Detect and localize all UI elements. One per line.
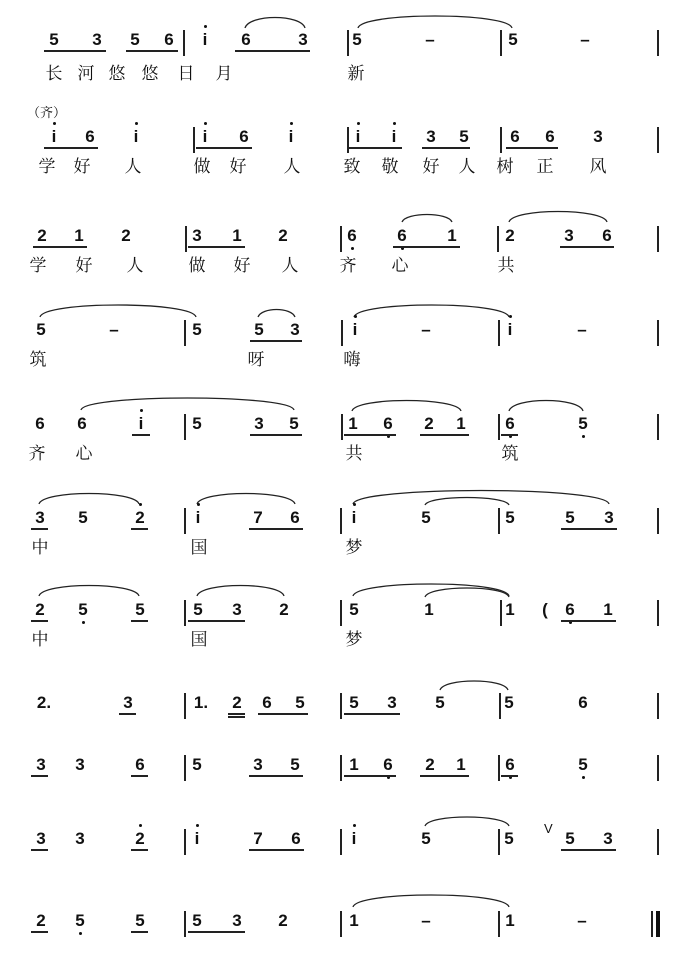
lyric-syllable: 心 [75, 444, 93, 464]
note: 5 [459, 127, 469, 146]
high-octave-dot [290, 122, 293, 125]
underline-beam [228, 716, 245, 718]
lyric-syllable: 正 [536, 157, 554, 177]
barline [184, 320, 186, 346]
barline [340, 693, 342, 719]
note: 1 [349, 911, 359, 930]
note: 6 [35, 414, 45, 433]
lyric-syllable: 好 [73, 157, 91, 177]
note: 1 [348, 414, 358, 433]
high-octave-dot [139, 503, 142, 506]
barline [183, 30, 185, 56]
note: 6 [510, 127, 520, 146]
lyric-syllable: 梦 [345, 538, 363, 558]
slur-arc [509, 401, 583, 412]
underline-beam [422, 147, 470, 149]
underline-beam [131, 775, 148, 777]
underline-beam [235, 50, 310, 52]
note: 3 [253, 755, 263, 774]
underline-beam [506, 147, 558, 149]
slur-arc [245, 18, 305, 29]
note: 5 [352, 30, 362, 49]
note: i [288, 127, 294, 146]
note: 5 [290, 755, 300, 774]
note: 3 [36, 829, 46, 848]
barline [340, 508, 342, 534]
lyric-syllable: 国 [190, 538, 208, 558]
underline-beam [196, 147, 252, 149]
note: 5 [421, 829, 431, 848]
note: i [351, 829, 357, 848]
lyric-syllable: 人 [283, 157, 301, 177]
note: 6 [578, 693, 588, 712]
note: 2 [135, 829, 145, 848]
note: i [133, 127, 139, 146]
note: 5 [192, 911, 202, 930]
note: i [195, 508, 201, 527]
lyric-syllable: 人 [124, 157, 142, 177]
slur-arc [258, 310, 295, 318]
note: 3 [192, 226, 202, 245]
underline-beam [250, 434, 302, 436]
note: ( [542, 600, 548, 619]
note: 5 [435, 693, 445, 712]
note: 2. [36, 693, 52, 712]
high-octave-dot [204, 25, 207, 28]
barline [340, 829, 342, 855]
note: 6 [397, 226, 407, 245]
note: 6 [347, 226, 357, 245]
note: 3 [123, 693, 133, 712]
note: – [109, 320, 119, 339]
slur-arc [353, 491, 609, 505]
note: 3 [75, 829, 85, 848]
underline-beam [131, 849, 148, 851]
slur-arc [353, 895, 509, 907]
barline [184, 911, 186, 937]
slur-arc [197, 494, 295, 505]
underline-beam [119, 713, 136, 715]
note: 3 [298, 30, 308, 49]
note: i [507, 320, 513, 339]
note: 6 [241, 30, 251, 49]
note: 3 [290, 320, 300, 339]
lyric-syllable: 国 [190, 630, 208, 650]
note: – [421, 911, 431, 930]
note: 2 [505, 226, 515, 245]
barline [184, 600, 186, 626]
underline-beam [501, 775, 518, 777]
lyric-syllable: 河 [77, 64, 95, 84]
underline-beam [344, 713, 400, 715]
note: 1 [505, 911, 515, 930]
barline [184, 693, 186, 719]
barline [657, 508, 659, 534]
note: 5 [504, 829, 514, 848]
underline-beam [126, 50, 178, 52]
lyric-syllable: 好 [233, 256, 251, 276]
note: 3 [232, 600, 242, 619]
note: 7 [253, 508, 263, 527]
high-octave-dot [393, 122, 396, 125]
note: 2 [36, 911, 46, 930]
underline-beam [349, 147, 402, 149]
low-octave-dot [351, 247, 354, 250]
underline-beam [31, 620, 48, 622]
note: 5 [192, 320, 202, 339]
barline [500, 30, 502, 56]
barline [651, 911, 653, 937]
note: 5 [349, 693, 359, 712]
barline [184, 414, 186, 440]
high-octave-dot [53, 122, 56, 125]
underline-beam [228, 713, 245, 715]
note: 1 [232, 226, 242, 245]
lyric-syllable: 悠 [141, 64, 159, 84]
note: 5 [192, 414, 202, 433]
lyric-syllable: 树 [496, 157, 514, 177]
note: 3 [36, 755, 46, 774]
note: 5 [421, 508, 431, 527]
lyric-syllable: 好 [75, 256, 93, 276]
note: – [577, 320, 587, 339]
note: 6 [291, 829, 301, 848]
lyric-syllable: 人 [126, 256, 144, 276]
note: 5 [193, 600, 203, 619]
barline [341, 320, 343, 346]
note: 5 [565, 829, 575, 848]
note: 2 [278, 911, 288, 930]
slur-arc [40, 305, 196, 317]
note: 6 [239, 127, 249, 146]
lyric-syllable: 长 [45, 64, 63, 84]
underline-beam [131, 620, 148, 622]
note: 5 [504, 693, 514, 712]
note: 1 [424, 600, 434, 619]
note: 3 [604, 508, 614, 527]
note: 5 [75, 911, 85, 930]
lyric-syllable: 齐 [339, 256, 357, 276]
note: i [351, 508, 357, 527]
barline [340, 600, 342, 626]
note: 3 [232, 911, 242, 930]
lyric-syllable: 中 [31, 538, 49, 558]
high-octave-dot [196, 824, 199, 827]
underline-beam [188, 620, 245, 622]
note: 6 [290, 508, 300, 527]
note: 3 [387, 693, 397, 712]
barline [657, 600, 659, 626]
low-octave-dot [82, 621, 85, 624]
barline [497, 226, 499, 252]
note: 6 [545, 127, 555, 146]
underline-beam [188, 246, 245, 248]
barline [657, 127, 659, 153]
note: 3 [593, 127, 603, 146]
note: 5 [78, 600, 88, 619]
underline-beam [131, 528, 148, 530]
lyric-syllable: 日 [177, 64, 195, 84]
underline-beam [44, 50, 106, 52]
high-octave-dot [509, 315, 512, 318]
note: 3 [35, 508, 45, 527]
underline-beam [560, 246, 614, 248]
note: – [580, 30, 590, 49]
high-octave-dot [357, 122, 360, 125]
underline-beam [344, 434, 396, 436]
note: 5 [349, 600, 359, 619]
underline-beam [249, 775, 303, 777]
slur-arc [440, 681, 508, 690]
barline [657, 755, 659, 781]
barline [657, 414, 659, 440]
note: 6 [135, 755, 145, 774]
lyric-syllable: 嗨 [343, 350, 361, 370]
note: 6 [85, 127, 95, 146]
underline-beam [131, 931, 148, 933]
low-octave-dot [582, 435, 585, 438]
unison-mark: （齐） [27, 105, 67, 120]
slur-arc [354, 305, 509, 317]
note: 6 [164, 30, 174, 49]
barline [657, 30, 659, 56]
lyric-syllable: 筑 [501, 444, 519, 464]
high-octave-dot [353, 824, 356, 827]
high-octave-dot [197, 503, 200, 506]
note: 6 [602, 226, 612, 245]
lyric-syllable: 人 [281, 256, 299, 276]
slur-arc [358, 16, 512, 28]
high-octave-dot [204, 122, 207, 125]
note: 3 [564, 226, 574, 245]
barline [657, 320, 659, 346]
note: 2 [35, 600, 45, 619]
underline-beam [420, 775, 469, 777]
slur-arc [81, 398, 294, 410]
lyric-syllable: 心 [391, 256, 409, 276]
note: i [391, 127, 397, 146]
note: – [577, 911, 587, 930]
underline-beam [188, 931, 245, 933]
high-octave-dot [139, 824, 142, 827]
note: 5 [578, 414, 588, 433]
note: 1. [193, 693, 209, 712]
lyric-syllable: 学 [38, 157, 56, 177]
underline-beam [258, 713, 308, 715]
note: 5 [135, 600, 145, 619]
lyric-syllable: 学 [29, 256, 47, 276]
lyric-syllable: 筑 [29, 350, 47, 370]
barline [184, 829, 186, 855]
barline [340, 755, 342, 781]
underline-beam [561, 849, 616, 851]
note: i [202, 30, 208, 49]
note: 1 [603, 600, 613, 619]
barline [657, 226, 659, 252]
note: 3 [254, 414, 264, 433]
slur-arc [353, 584, 509, 596]
underline-beam [393, 246, 460, 248]
note: 5 [505, 508, 515, 527]
note: 5 [36, 320, 46, 339]
barline [657, 829, 659, 855]
note: 5 [49, 30, 59, 49]
note: 2 [425, 755, 435, 774]
slur-arc [509, 212, 607, 223]
underline-beam [31, 775, 48, 777]
note: 6 [505, 755, 515, 774]
final-barline [656, 911, 660, 937]
note: 5 [78, 508, 88, 527]
note: 5 [508, 30, 518, 49]
note: 6 [565, 600, 575, 619]
note: 5 [135, 911, 145, 930]
lyric-syllable: 共 [345, 444, 363, 464]
note: i [355, 127, 361, 146]
barline [657, 693, 659, 719]
note: 1 [456, 414, 466, 433]
high-octave-dot [353, 503, 356, 506]
lyric-syllable: 致 [343, 157, 361, 177]
slur-arc [425, 588, 509, 597]
note: 1 [505, 600, 515, 619]
note: 2 [279, 600, 289, 619]
underline-beam [249, 849, 304, 851]
underline-beam [132, 434, 150, 436]
slur-arc [352, 401, 461, 412]
note: 3 [426, 127, 436, 146]
note: 5 [289, 414, 299, 433]
note: 2 [232, 693, 242, 712]
lyric-syllable: 共 [497, 256, 515, 276]
underline-beam [31, 931, 48, 933]
high-octave-dot [135, 122, 138, 125]
lyric-syllable: 风 [589, 157, 607, 177]
lyric-syllable: 月 [215, 64, 233, 84]
barline [184, 508, 186, 534]
lyric-syllable: 敬 [381, 157, 399, 177]
underline-beam [31, 528, 48, 530]
breath-mark: V [544, 821, 553, 836]
underline-beam [249, 528, 303, 530]
note: i [138, 414, 144, 433]
lyric-syllable: 中 [31, 630, 49, 650]
lyric-syllable: 做 [188, 256, 206, 276]
note: 5 [578, 755, 588, 774]
underline-beam [31, 849, 48, 851]
underline-beam [501, 434, 518, 436]
note: 5 [295, 693, 305, 712]
barline [184, 755, 186, 781]
lyric-syllable: 梦 [345, 630, 363, 650]
barline [500, 127, 502, 153]
note: 5 [192, 755, 202, 774]
high-octave-dot [354, 315, 357, 318]
underline-beam [561, 528, 617, 530]
note: – [421, 320, 431, 339]
note: 6 [77, 414, 87, 433]
high-octave-dot [140, 409, 143, 412]
note: 5 [254, 320, 264, 339]
barline [340, 911, 342, 937]
lyric-syllable: 做 [193, 157, 211, 177]
underline-beam [250, 340, 302, 342]
lyric-syllable: 悠 [108, 64, 126, 84]
note: i [194, 829, 200, 848]
lyric-syllable: 好 [229, 157, 247, 177]
note: 2 [424, 414, 434, 433]
lyric-syllable: 新 [347, 64, 365, 84]
note: 3 [75, 755, 85, 774]
note: i [352, 320, 358, 339]
lyric-syllable: 呀 [247, 350, 265, 370]
note: i [202, 127, 208, 146]
note: 2 [37, 226, 47, 245]
note: i [51, 127, 57, 146]
note: 1 [447, 226, 457, 245]
underline-beam [44, 147, 98, 149]
lyric-syllable: 齐 [28, 444, 46, 464]
low-octave-dot [79, 932, 82, 935]
underline-beam [33, 246, 87, 248]
slur-arc [425, 817, 509, 826]
slur-arc [39, 494, 139, 505]
note: 6 [383, 414, 393, 433]
note: – [425, 30, 435, 49]
note: 2 [278, 226, 288, 245]
slur-arc [197, 586, 284, 597]
slur-arc [425, 498, 509, 506]
note: 1 [349, 755, 359, 774]
note: 6 [383, 755, 393, 774]
lyric-syllable: 人 [458, 157, 476, 177]
low-octave-dot [582, 776, 585, 779]
slur-arc [402, 215, 452, 223]
note: 7 [253, 829, 263, 848]
underline-beam [344, 775, 396, 777]
note: 5 [565, 508, 575, 527]
note: 3 [92, 30, 102, 49]
slur-arc [39, 586, 139, 597]
note: 5 [130, 30, 140, 49]
underline-beam [561, 620, 616, 622]
note: 6 [505, 414, 515, 433]
note: 2 [121, 226, 131, 245]
note: 2 [135, 508, 145, 527]
note: 1 [456, 755, 466, 774]
lyric-syllable: 好 [422, 157, 440, 177]
note: 1 [74, 226, 84, 245]
underline-beam [420, 434, 469, 436]
note: 3 [603, 829, 613, 848]
note: 6 [262, 693, 272, 712]
